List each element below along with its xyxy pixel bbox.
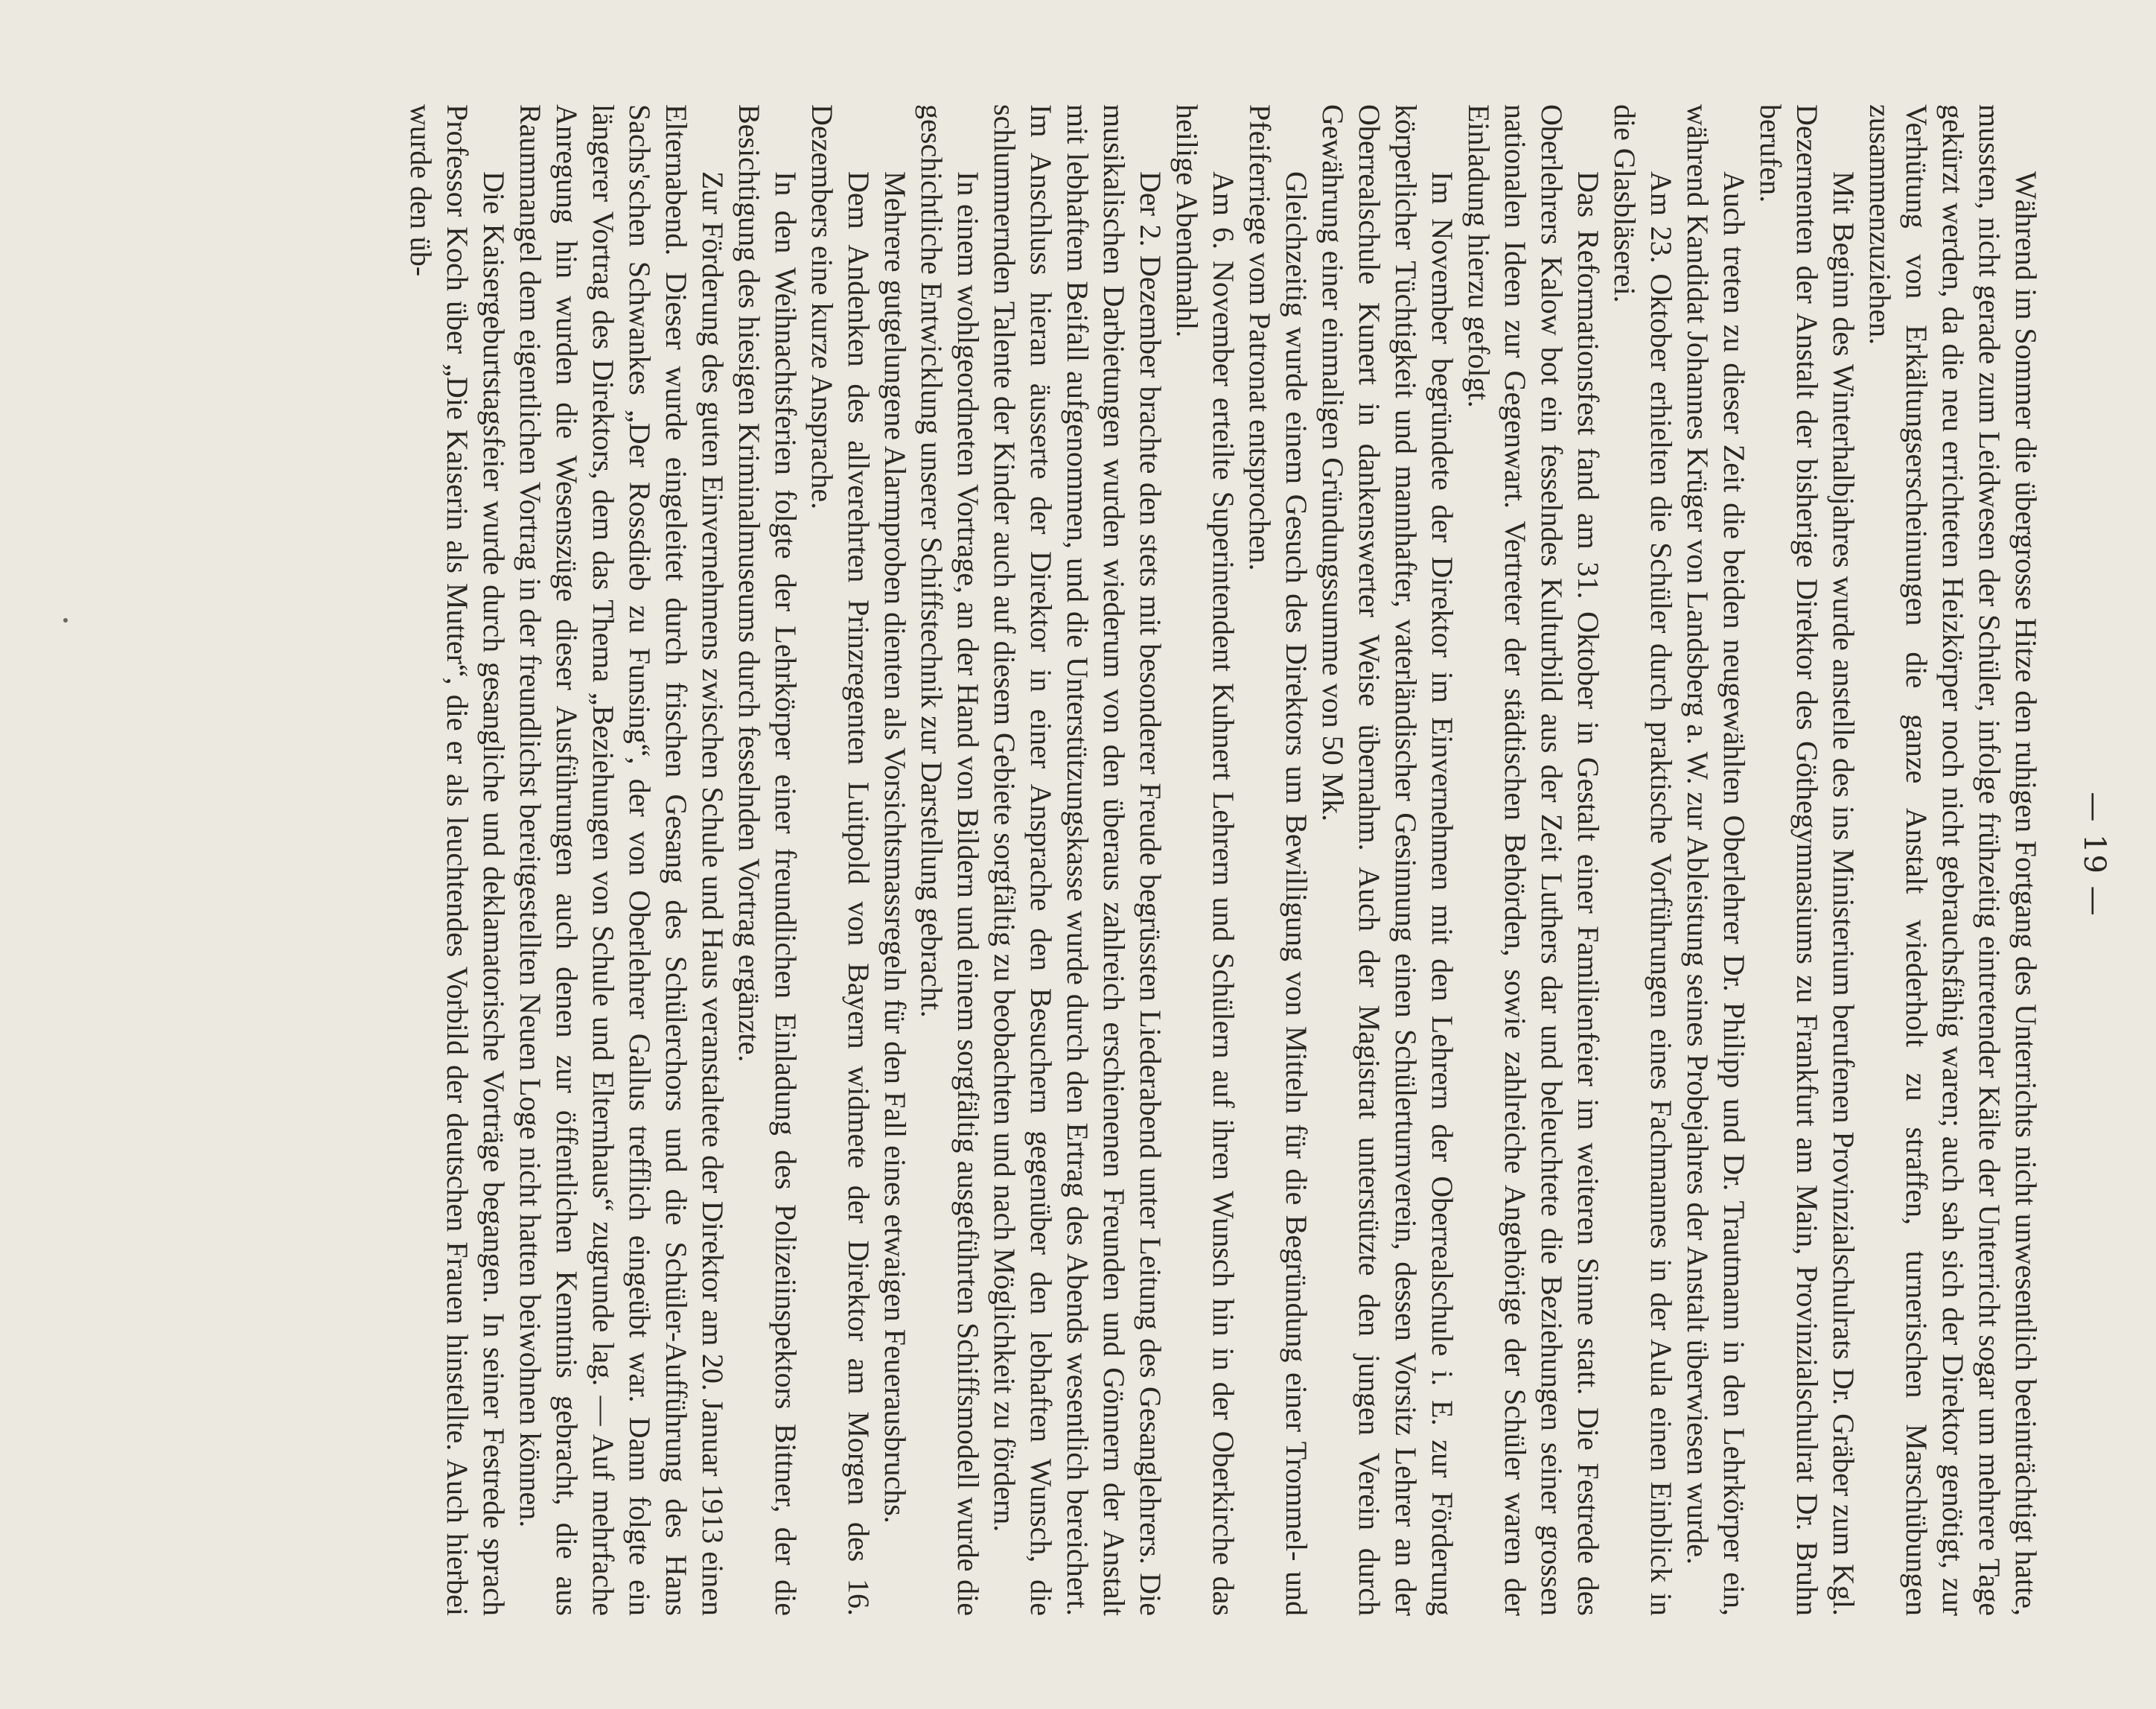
paragraph: Mehrere gutgelungene Alarmproben dienten als Vorsichtsmassregeln für den Fall eines etwaigen Feuerausbruchs. bbox=[878, 171, 912, 1524]
paragraph: Im November begründete der Direktor im Einvernehmen mit den Lehrern der Oberrealschule i. E. zur Förderung körperlicher Tüchtigkeit und mannhafter, vaterländischer Gesinnung einen Schülerturnverein, dessen Vorsitz Lehrer an der Oberrealschule Kunert in dankenswerter Weise übernahm. Auch der Magistrat unterstützte den jungen Verein durch Gewährung einer einmaligen Gründungssumme von 50 Mk. bbox=[1316, 104, 1459, 1616]
paragraph: Mit Beginn des Winterhalbjahres wurde anstelle des ins Ministerium berufenen Provinzialschulrats Dr. Gräber zum Kgl. Dezernenten der Anstalt der bisherige Direktor des Göthegymnasiums zu Frankfurt am Main, Provinzialschulrat Dr. Bruhn berufen. bbox=[1754, 104, 1860, 1616]
paragraph: Zur Förderung des guten Einvernehmens zwischen Schule und Haus veranstaltete der Direktor am 20. Januar 1913 einen Elternabend. Dieser wurde eingeleitet durch frischen Gesang des Schülerchors und die Schüler-Aufführung des Hans Sachs'schen Schwankes „Der Rossdieb zu Funsing“, der von Oberlehrer Gallus trefflich eingeübt war. Dann folgte ein längerer Vortrag des Direktors, dem das Thema „Beziehungen von Schule und Elternhaus“ zugrunde lag. — Auf mehrfache Anregung hin wurden die Wesenszüge dieser Ausführungen auch denen zur öffentlichen Kenntnis gebracht, die aus Raummangel dem eigentlichen Vortrag in der freundlichst bereitgestellten Neuen Loge nicht hatten beiwohnen können. bbox=[514, 104, 730, 1616]
paragraph: Während im Sommer die übergrosse Hitze den ruhigen Fortgang des Unterrichts nicht unwesentlich beeinträchtigt hatte, mussten, nicht gerade zum Leidwesen der Schüler, infolge frühzeitig eintretender Kälte der Unterricht sogar um mehrere Tage gekürzt werden, da die neu errichteten Heizkörper noch nicht gebrauchsfähig waren; auch sah sich der Direktor genötigt, zur Verhütung von Erkältungserscheinungen die ganze Anstalt wiederholt zu straffen, turnerischen Marschübungen zusammenzuziehen. bbox=[1863, 104, 2043, 1616]
page-number: — 19 — bbox=[2077, 792, 2111, 917]
paragraph: Gleichzeitig wurde einem Gesuch des Direktors um Bewilligung von Mitteln für die Begründung einer Trommel- und Pfeiferriege vom Patronat entsprochen. bbox=[1243, 104, 1313, 1616]
body-text bbox=[403, 104, 2044, 1616]
paragraph: Dem Andenken des allverehrten Prinzregenten Luitpold von Bayern widmete der Direktor am Morgen des 16. Dezembers eine kurze Ansprache. bbox=[806, 104, 876, 1616]
paragraph: In einem wohlgeordneten Vortrage, an der Hand von Bildern und einem sorgfältig ausgeführten Schiffsmodell wurde die geschichtliche Entwicklung unserer Schiffstechnik zur Darstellung gebracht. bbox=[915, 104, 985, 1616]
paragraph: Der 2. Dezember brachte den stets mit besonderer Freude begrüssten Liederabend unter Leitung des Gesanglehrers. Die musikalischen Darbietungen wurden wiederum von den überaus zahlreich erschienenen Freunden und Gönnern der Anstalt mit lebhaftem Beifall aufgenommen, und die Unterstützungskasse wurde durch den Ertrag des Abends wesentlich bereichert. Im Anschluss hieran äusserte der Direktor in einer Ansprache den Besuchern gegenüber den lebhaften Wunsch, die schlummernden Talente der Kinder auch auf diesem Gebiete sorgfältig zu beobachten und nach Möglichkeit zu fördern. bbox=[988, 104, 1167, 1616]
paragraph: Am 6. November erteilte Superintendent Kuhnert Lehrern und Schülern auf ihren Wunsch hin in der Oberkirche das heilige Abendmahl. bbox=[1170, 104, 1240, 1616]
paragraph: Am 23. Oktober erhielten die Schüler durch praktische Vorführungen eines Fachmannes in der Aula einen Einblick in die Glasbläserei. bbox=[1608, 104, 1678, 1616]
paragraph: Das Reformationsfest fand am 31. Oktober in Gestalt einer Familienfeier im weiteren Sinne statt. Die Festrede des Oberlehrers Kalow bot ein fesselndes Kulturbild aus der Zeit Luthers dar und beleuchtete die Beziehungen seiner grossen nationalen Ideen zur Gegenwart. Vertreter der städtischen Behörden, sowie zahlreiche Angehörige der Schüler waren der Einladung hierzu gefolgt. bbox=[1462, 104, 1605, 1616]
paragraph: Auch treten zu dieser Zeit die beiden neugewählten Oberlehrer Dr. Philipp und Dr. Trautmann in den Lehrkörper ein, während Kandidat Johannes Krüger von Landsberg a. W. zur Ableistung seines Probejahres der Anstalt überwiesen wurde. bbox=[1681, 104, 1751, 1616]
paragraph: Die Kaisergeburtstagsfeier wurde durch gesangliche und deklamatorische Vorträge begangen. In seiner Festrede sprach Professor Koch über „Die Kaiserin als Mutter“, die er als leuchtendes Vorbild der deutschen Frauen hinstellte. Auch hierbei wurde den üb- bbox=[404, 104, 511, 1616]
paragraph: In den Weihnachtsferien folgte der Lehrkörper einer freundlichen Einladung des Polizeiinspektors Bittner, der die Besichtigung des hiesigen Kriminalmuseums durch fesselnden Vortrag ergänzte. bbox=[733, 104, 803, 1616]
